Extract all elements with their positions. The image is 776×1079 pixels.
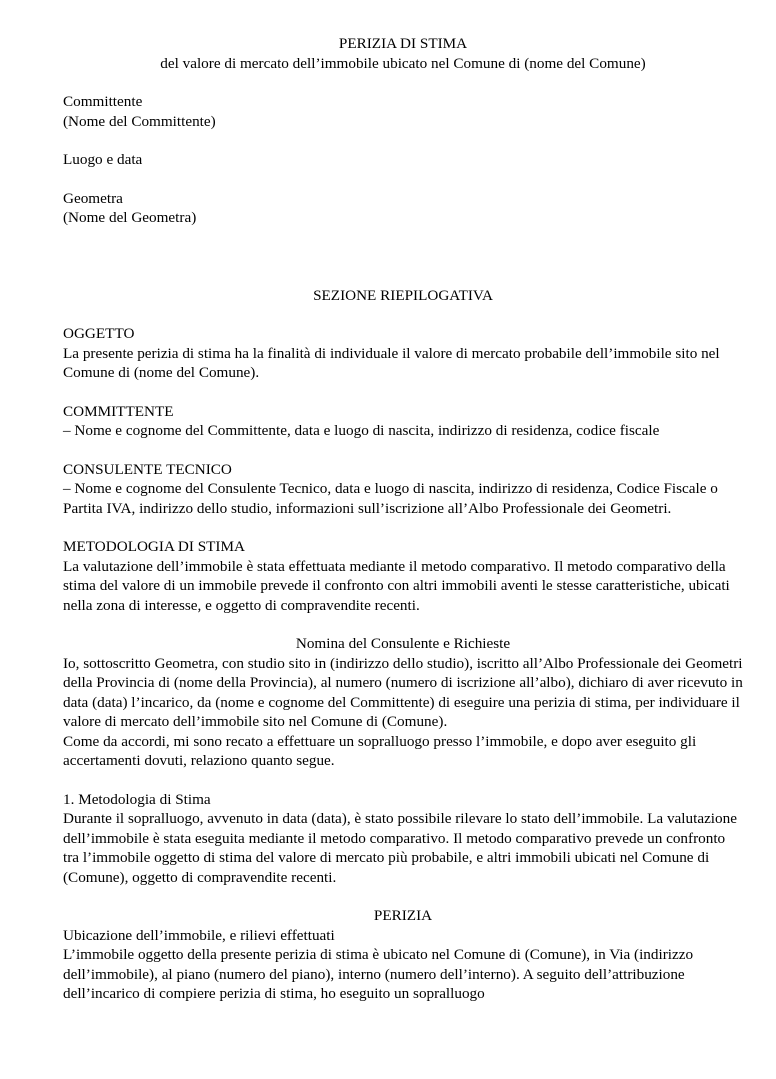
luogo-data-label: Luogo e data <box>63 151 143 168</box>
document-subtitle: del valore di mercato dell’immobile ubicato nel Comune di (nome del Comune) <box>160 54 646 72</box>
nomina-paragraph-1: Io, sottoscritto Geometra, con studio sito in (indirizzo dello studio), iscritto all’Albo Professionale dei Geometri della Provincia di (nome della Provincia), al numero (numero di iscrizione all’albo), dichiaro di aver ricevuto in data (data) l’incarico, da (nome e cognome del Committente) di eseguire una perizia di stima, per individuare il valore di mercato dell’immobile sito nel Comune di (Comune). <box>63 654 743 730</box>
nomina-paragraph-2: Come da accordi, mi sono recato a effettuare un sopralluogo presso l’immobile, e dopo aver eseguito gli accertamenti dovuti, relaziono quanto segue. <box>63 732 697 769</box>
consulente-text: – Nome e cognome del Consulente Tecnico, data e luogo di nascita, indirizzo di residenza, Codice Fiscale o Partita IVA, indirizzo dello studio, informazioni sull’iscrizione all’Albo Professionale dei Geometri. <box>63 480 718 517</box>
nomina-heading: Nomina del Consulente e Richieste <box>295 635 511 652</box>
consulente-label: CONSULENTE TECNICO <box>63 460 232 478</box>
geometra-value: (Nome del Geometra) <box>63 209 197 226</box>
oggetto-label: OGGETTO <box>63 325 135 342</box>
document-title: PERIZIA DI STIMA <box>338 35 468 52</box>
section-heading-riepilogativa: SEZIONE RIEPILOGATIVA <box>313 286 493 304</box>
geometra-label: Geometra <box>63 189 123 207</box>
committente-section-label: COMMITTENTE <box>63 402 174 420</box>
oggetto-text: La presente perizia di stima ha la finalità di individuale il valore di mercato probabile dell’immobile sito nel Comune di (nome del Comune). <box>63 344 720 381</box>
metodologia-text: La valutazione dell’immobile è stata effettuata mediante il metodo comparativo. Il metodo comparativo della stima del valore di un immobile prevede il confronto con altri immobili aventi le stesse caratteristiche, ubicati nella zona di interesse, e oggetto di compravendite recenti. <box>63 557 730 614</box>
perizia-heading: PERIZIA <box>373 907 433 924</box>
perizia-text: L’immobile oggetto della presente perizia di stima è ubicato nel Comune di (Comune), in Via (indirizzo dell’immobile), al piano (numero del piano), interno (numero dell’interno). A seguito dell’attribuzione dell’incarico di compiere perizia di stima, ho eseguito un sopralluogo <box>63 946 694 1002</box>
section-1-heading: 1. Metodologia di Stima <box>63 790 211 808</box>
document-page <box>63 34 743 1004</box>
perizia-subheading: Ubicazione dell’immobile, e rilievi effettuati <box>63 926 335 944</box>
committente-section-text: – Nome e cognome del Committente, data e luogo di nascita, indirizzo di residenza, codice fiscale <box>63 422 660 439</box>
committente-value: (Nome del Committente) <box>63 112 216 130</box>
committente-label: Committente <box>63 93 143 110</box>
metodologia-label: METODOLOGIA DI STIMA <box>63 538 245 555</box>
section-1-text: Durante il sopralluogo, avvenuto in data (data), è stato possibile rilevare lo stato dell’immobile. La valutazione dell’immobile è stata eseguita mediante il metodo comparativo. Il metodo comparativo prevede un confronto tra l’immobile oggetto di stima del valore di mercato più probabile, e altri immobili ubicati nel Comune di (Comune), oggetto di compravendite recenti. <box>63 810 737 886</box>
